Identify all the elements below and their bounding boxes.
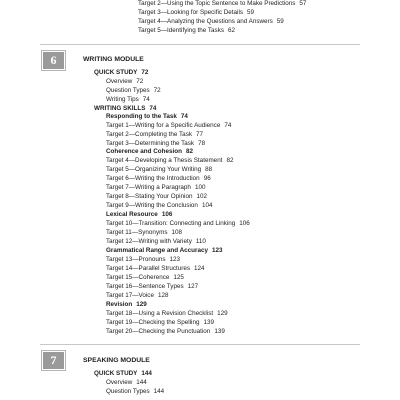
toc-entry: Target 18—Using a Revision Checklist 129 xyxy=(106,310,228,317)
quick-study-heading: QUICK STUDY 144 xyxy=(94,370,152,377)
toc-entry: Target 10—Transition: Connecting and Linking 106 xyxy=(106,220,250,227)
section-heading: Lexical Resource 106 xyxy=(106,211,173,218)
toc-entry: Target 12—Writing with Variety 110 xyxy=(106,238,206,245)
toc-entry: Writing Tips 74 xyxy=(106,96,150,103)
toc-entry: Target 20—Checking the Punctuation 139 xyxy=(106,328,225,335)
toc-entry: Target 5—Identifying the Tasks 62 xyxy=(138,27,236,34)
module-title: WRITING MODULE xyxy=(83,56,144,63)
toc-entry: Target 16—Sentence Types 127 xyxy=(106,283,199,290)
module-number-badge: 6 xyxy=(43,52,64,69)
toc-entry: Target 17—Voice 128 xyxy=(106,292,169,299)
section-heading: Responding to the Task 74 xyxy=(106,113,188,120)
section-divider xyxy=(40,44,360,45)
toc-entry: Target 3—Determining the Task 78 xyxy=(106,140,206,147)
toc-entry: Question Types 72 xyxy=(106,87,161,94)
toc-entry: Target 8—Stating Your Opinion 102 xyxy=(106,193,207,200)
quick-study-heading: QUICK STUDY 72 xyxy=(94,69,149,76)
section-divider xyxy=(40,344,360,345)
toc-entry: Target 2—Completing the Task 77 xyxy=(106,131,204,138)
toc-entry: Question Types 144 xyxy=(106,388,165,395)
toc-entry: Target 15—Coherence 125 xyxy=(106,274,184,281)
toc-entry: Target 11—Synonyms 108 xyxy=(106,229,182,236)
toc-entry: Target 4—Analyzing the Questions and Answers 59 xyxy=(138,18,284,25)
skills-heading: WRITING SKILLS 74 xyxy=(94,105,157,112)
toc-entry: Target 9—Writing the Conclusion 104 xyxy=(106,202,213,209)
module-title: SPEAKING MODULE xyxy=(83,357,150,364)
toc-entry: Target 4—Developing a Thesis Statement 82 xyxy=(106,157,234,164)
section-heading: Coherence and Cohesion 82 xyxy=(106,148,193,155)
toc-entry: Target 6—Writing the Introduction 96 xyxy=(106,175,211,182)
toc-entry: Target 3—Looking for Specific Details 59 xyxy=(138,9,255,16)
toc-entry: Target 19—Checking the Spelling 139 xyxy=(106,319,214,326)
section-heading: Revision 129 xyxy=(106,301,147,308)
toc-entry: Target 1—Writing for a Specific Audience 74 xyxy=(106,122,232,129)
toc-entry: Target 13—Pronouns 123 xyxy=(106,256,181,263)
toc-entry: Target 5—Organizing Your Writing 88 xyxy=(106,166,213,173)
toc-entry: Target 2—Using the Topic Sentence to Make Predictions 57 xyxy=(138,0,307,7)
section-heading: Grammatical Range and Accuracy 123 xyxy=(106,247,223,254)
toc-entry: Target 14—Parallel Structures 124 xyxy=(106,265,205,272)
module-number-badge: 7 xyxy=(43,352,64,369)
toc-entry: Target 7—Writing a Paragraph 100 xyxy=(106,184,206,191)
toc-entry: Overview 144 xyxy=(106,379,147,386)
toc-entry: Overview 72 xyxy=(106,78,144,85)
